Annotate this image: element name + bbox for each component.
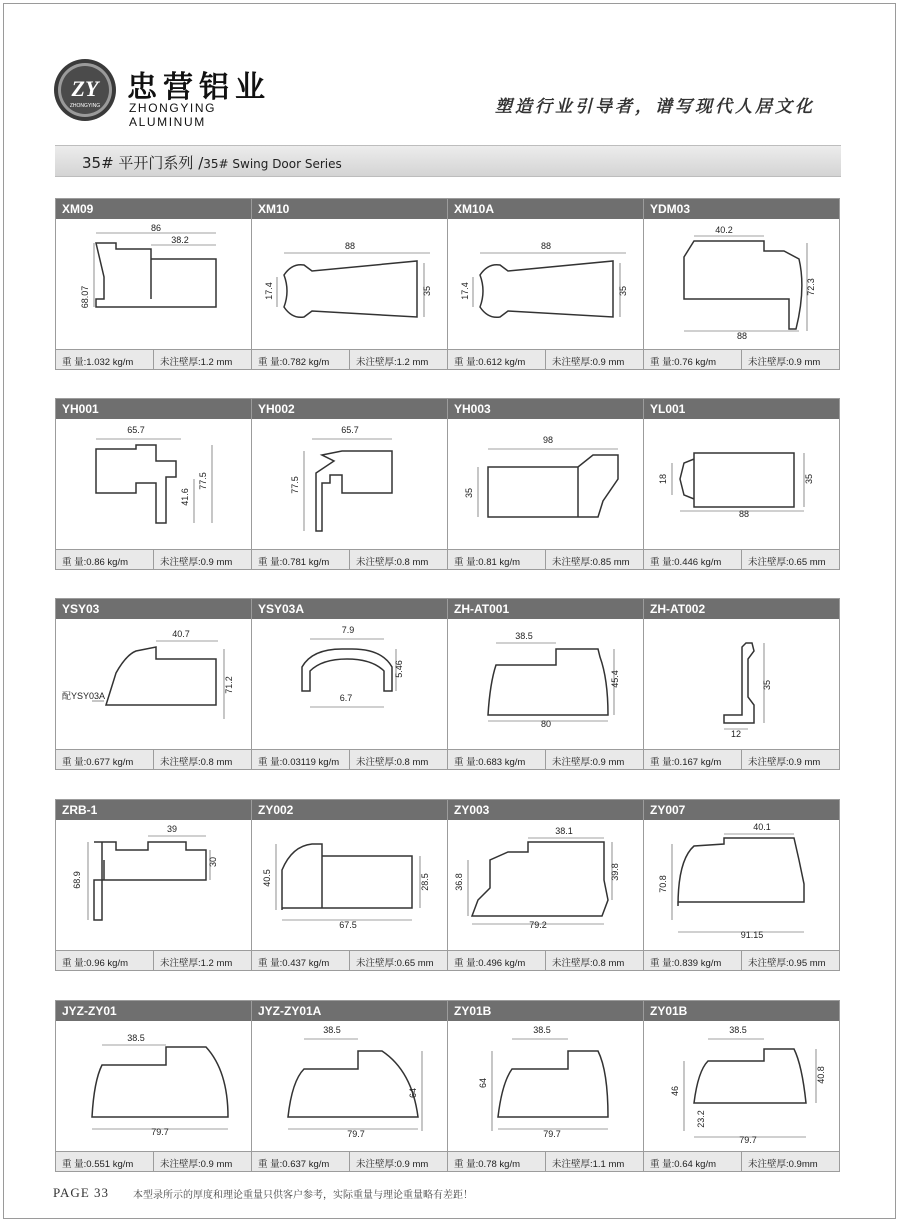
profile-code: XM10	[252, 199, 447, 219]
profile-cross-section	[56, 419, 251, 550]
dimension-label: 65.7	[127, 425, 145, 435]
dimension-label: 77.5	[290, 476, 300, 494]
profile-code: JYZ-ZY01A	[252, 1001, 447, 1021]
profile-cross-section	[448, 419, 643, 550]
profile-specs	[56, 1151, 251, 1171]
wall-thickness-value: 未注壁厚:1.2 mm	[160, 357, 233, 368]
dimension-label: 64	[478, 1077, 488, 1089]
profile-code: XM09	[56, 199, 251, 219]
dimension-label: 17.4	[264, 282, 274, 300]
profile-outline	[96, 445, 176, 523]
profile-cross-section	[644, 619, 839, 750]
profile-code: YH003	[448, 399, 643, 419]
profile-cross-section	[56, 820, 251, 951]
profile-card	[55, 799, 252, 971]
wall-thickness-value: 未注壁厚:0.65 mm	[748, 557, 826, 568]
wall-thickness-value: 未注壁厚:0.9 mm	[160, 1159, 233, 1170]
profile-code: XM10A	[448, 199, 643, 219]
profile-cross-section	[448, 219, 643, 350]
weight-value: 重 量:0.81 kg/m	[448, 550, 546, 569]
profile-cross-section	[56, 1021, 251, 1152]
profile-cross-section	[56, 619, 251, 750]
dimension-label: 配YSY03A	[62, 691, 106, 701]
logo-ring-text: ZHONGYING	[69, 103, 101, 109]
profile-outline	[678, 838, 804, 906]
brand-name-en: ZHONGYING ALUMINUM	[129, 101, 217, 129]
weight-value: 重 量:0.551 kg/m	[56, 1152, 154, 1171]
profile-outline	[282, 844, 412, 910]
dimension-label: 88	[738, 509, 750, 519]
profile-outline	[96, 243, 216, 307]
profile-outline	[472, 842, 608, 916]
dimension-label: 68.07	[80, 285, 90, 309]
profile-card	[251, 799, 448, 971]
weight-value: 重 量:0.781 kg/m	[252, 550, 350, 569]
dimension-label: 88	[736, 331, 748, 341]
profile-cross-section	[56, 219, 251, 350]
profile-cross-section	[644, 820, 839, 951]
weight-value: 重 量:0.167 kg/m	[644, 750, 742, 769]
profile-specs	[56, 950, 251, 970]
dimension-label: 86	[150, 223, 162, 233]
dimension-label: 80	[540, 719, 552, 729]
profile-card	[251, 198, 448, 370]
profile-specs	[56, 749, 251, 769]
series-title-en: 35# Swing Door Series	[203, 157, 342, 171]
weight-value: 重 量:0.76 kg/m	[644, 350, 742, 369]
wall-thickness-value: 未注壁厚:0.9 mm	[160, 557, 233, 568]
dimension-label: 91.15	[740, 930, 764, 940]
dimension-label: 70.8	[658, 875, 668, 893]
profile-card	[643, 799, 840, 971]
dimension-label: 35	[422, 285, 432, 297]
profile-specs	[644, 1151, 839, 1171]
wall-thickness-value: 未注壁厚:0.8 mm	[552, 958, 625, 969]
dimension-label: 38.5	[533, 1025, 551, 1035]
wall-thickness-value: 未注壁厚:0.9 mm	[748, 357, 821, 368]
profile-specs	[644, 950, 839, 970]
wall-thickness-value: 未注壁厚:0.9 mm	[552, 757, 625, 768]
profile-specs	[448, 950, 643, 970]
dimension-label: 79.7	[151, 1127, 169, 1137]
dimension-label: 79.7	[543, 1129, 561, 1139]
weight-value: 重 量:0.496 kg/m	[448, 951, 546, 970]
profile-outline	[480, 261, 613, 317]
weight-value: 重 量:0.437 kg/m	[252, 951, 350, 970]
profile-specs	[448, 749, 643, 769]
wall-thickness-value: 未注壁厚:0.9 mm	[356, 1159, 429, 1170]
wall-thickness-value: 未注壁厚:0.9 mm	[552, 357, 625, 368]
disclaimer-note: 本型录所示的厚度和理论重量只供客户参考，实际重量与理论重量略有差距！	[133, 1190, 473, 1201]
wall-thickness-value: 未注壁厚:0.8 mm	[160, 757, 233, 768]
profile-outline	[284, 261, 417, 317]
wall-thickness-value: 未注壁厚:1.2 mm	[160, 958, 233, 969]
profile-card	[251, 598, 448, 770]
profile-code: ZY01B	[644, 1001, 839, 1021]
profile-outline	[92, 1047, 228, 1117]
dimension-label: 40.2	[715, 225, 733, 235]
dimension-label: 18	[658, 473, 668, 485]
weight-value: 重 量:0.683 kg/m	[448, 750, 546, 769]
profile-code: JYZ-ZY01	[56, 1001, 251, 1021]
dimension-label: 79.2	[529, 920, 547, 930]
dimension-label: 39	[166, 824, 178, 834]
brand-logo	[53, 58, 273, 129]
dimension-label: 23.2	[696, 1110, 706, 1128]
profile-card	[55, 198, 252, 370]
profile-specs	[252, 549, 447, 569]
weight-value: 重 量:0.782 kg/m	[252, 350, 350, 369]
dimension-label: 40.7	[172, 629, 190, 639]
wall-thickness-value: 未注壁厚:0.8 mm	[356, 757, 429, 768]
profile-outline	[288, 1051, 418, 1117]
profile-cross-section	[252, 419, 447, 550]
profile-code: YSY03A	[252, 599, 447, 619]
dimension-label: 12	[730, 729, 742, 739]
profile-code: ZY007	[644, 800, 839, 820]
wall-thickness-value: 未注壁厚:0.95 mm	[748, 958, 826, 969]
dimension-label: 46	[670, 1085, 680, 1097]
profile-code: YL001	[644, 399, 839, 419]
profile-card	[55, 598, 252, 770]
profile-specs	[644, 549, 839, 569]
dimension-label: 38.5	[323, 1025, 341, 1035]
weight-value: 重 量:0.612 kg/m	[448, 350, 546, 369]
profile-cross-section	[252, 219, 447, 350]
profile-outline	[498, 1051, 608, 1117]
profile-outline	[488, 455, 618, 517]
profile-code: YH001	[56, 399, 251, 419]
dimension-label: 68.9	[72, 871, 82, 889]
profile-specs	[448, 349, 643, 369]
dimension-label: 28.5	[420, 873, 430, 891]
profile-cross-section	[448, 1021, 643, 1152]
weight-value: 重 量:0.86 kg/m	[56, 550, 154, 569]
profile-card	[251, 1000, 448, 1172]
dimension-label: 45.4	[610, 670, 620, 688]
dimension-label: 38.5	[127, 1033, 145, 1043]
profile-card	[251, 398, 448, 570]
dimension-label: 38.2	[171, 235, 189, 245]
profile-outline	[106, 647, 216, 705]
profile-card	[643, 598, 840, 770]
zy-logo-icon	[53, 58, 117, 122]
dimension-label: 41.6	[180, 488, 190, 506]
logo-letters: ZY	[71, 76, 99, 101]
profile-code: YDM03	[644, 199, 839, 219]
profile-cross-section	[644, 419, 839, 550]
weight-value: 重 量:0.637 kg/m	[252, 1152, 350, 1171]
profile-outline	[316, 451, 392, 531]
profile-code: YSY03	[56, 599, 251, 619]
profile-specs	[56, 349, 251, 369]
weight-value: 重 量:0.78 kg/m	[448, 1152, 546, 1171]
brand-slogan: 塑造行业引导者，谱写现代人居文化	[495, 97, 815, 117]
profile-code: ZY01B	[448, 1001, 643, 1021]
profile-cross-section	[252, 820, 447, 951]
profile-code: ZH-AT001	[448, 599, 643, 619]
dimension-label: 17.4	[460, 282, 470, 300]
wall-thickness-value: 未注壁厚:0.8 mm	[356, 557, 429, 568]
dimension-label: 40.1	[753, 822, 771, 832]
brand-name-cn: 忠营铝业	[127, 70, 271, 105]
dimension-label: 5.46	[394, 660, 404, 678]
profile-outline	[302, 649, 392, 691]
profile-card	[643, 198, 840, 370]
wall-thickness-value: 未注壁厚:0.85 mm	[552, 557, 630, 568]
dimension-label: 40.8	[816, 1066, 826, 1084]
profile-card	[55, 1000, 252, 1172]
dimension-label: 79.7	[347, 1129, 365, 1139]
profile-code: ZY002	[252, 800, 447, 820]
dimension-label: 65.7	[341, 425, 359, 435]
profile-cross-section	[448, 820, 643, 951]
dimension-label: 30	[208, 856, 218, 868]
profile-specs	[252, 1151, 447, 1171]
profile-code: YH002	[252, 399, 447, 419]
dimension-label: 35	[804, 473, 814, 485]
profile-code: ZRB-1	[56, 800, 251, 820]
series-header	[55, 145, 841, 177]
dimension-label: 7.9	[341, 625, 355, 635]
dimension-label: 40.5	[262, 869, 272, 887]
dimension-label: 35	[762, 679, 772, 691]
profile-specs	[252, 950, 447, 970]
profile-outline	[724, 643, 754, 723]
weight-value: 重 量:0.677 kg/m	[56, 750, 154, 769]
profile-cross-section	[252, 619, 447, 750]
profile-card	[55, 398, 252, 570]
dimension-label: 38.5	[729, 1025, 747, 1035]
dimension-label: 72.3	[806, 278, 816, 296]
dimension-label: 38.1	[555, 826, 573, 836]
series-title-cn: 35# 平开门系列 /	[82, 154, 204, 172]
profile-specs	[644, 749, 839, 769]
profile-cross-section	[644, 219, 839, 350]
dimension-label: 35	[618, 285, 628, 297]
dimension-label: 64	[408, 1087, 418, 1099]
profile-card	[643, 398, 840, 570]
dimension-label: 88	[540, 241, 552, 251]
weight-value: 重 量:0.64 kg/m	[644, 1152, 742, 1171]
dimension-label: 39.8	[610, 863, 620, 881]
profile-card	[447, 799, 644, 971]
dimension-label: 36.8	[454, 873, 464, 891]
dimension-label: 71.2	[224, 676, 234, 694]
dimension-label: 79.7	[739, 1135, 757, 1145]
profile-specs	[448, 1151, 643, 1171]
wall-thickness-value: 未注壁厚:1.2 mm	[356, 357, 429, 368]
profile-code: ZY003	[448, 800, 643, 820]
profile-outline	[684, 241, 802, 329]
dimension-label: 38.5	[515, 631, 533, 641]
profile-card	[447, 198, 644, 370]
weight-value: 重 量:0.96 kg/m	[56, 951, 154, 970]
profile-cross-section	[252, 1021, 447, 1152]
wall-thickness-value: 未注壁厚:0.9 mm	[748, 757, 821, 768]
profile-specs	[644, 349, 839, 369]
profile-card	[447, 598, 644, 770]
profile-code: ZH-AT002	[644, 599, 839, 619]
profile-cross-section	[644, 1021, 839, 1152]
profile-outline	[94, 842, 206, 920]
wall-thickness-value: 未注壁厚:0.65 mm	[356, 958, 434, 969]
profile-card	[643, 1000, 840, 1172]
profile-specs	[252, 749, 447, 769]
weight-value: 重 量:0.446 kg/m	[644, 550, 742, 569]
dimension-label: 98	[542, 435, 554, 445]
profile-specs	[56, 549, 251, 569]
dimension-label: 35	[464, 487, 474, 499]
profile-specs	[252, 349, 447, 369]
weight-value: 重 量:0.839 kg/m	[644, 951, 742, 970]
wall-thickness-value: 未注壁厚:0.9mm	[748, 1159, 818, 1170]
profile-outline	[488, 649, 608, 715]
dimension-label: 88	[344, 241, 356, 251]
profile-cross-section	[448, 619, 643, 750]
profile-card	[447, 1000, 644, 1172]
profile-outline	[680, 453, 794, 507]
weight-value: 重 量:1.032 kg/m	[56, 350, 154, 369]
profile-outline	[694, 1049, 806, 1103]
series-title	[82, 152, 342, 173]
dimension-label: 67.5	[339, 920, 357, 930]
profile-specs	[448, 549, 643, 569]
page-number: PAGE 33	[53, 1185, 110, 1200]
dimension-label: 77.5	[198, 472, 208, 490]
wall-thickness-value: 未注壁厚:1.1 mm	[552, 1159, 625, 1170]
profile-card	[447, 398, 644, 570]
dimension-label: 6.7	[339, 693, 353, 703]
weight-value: 重 量:0.03119 kg/m	[252, 750, 350, 769]
